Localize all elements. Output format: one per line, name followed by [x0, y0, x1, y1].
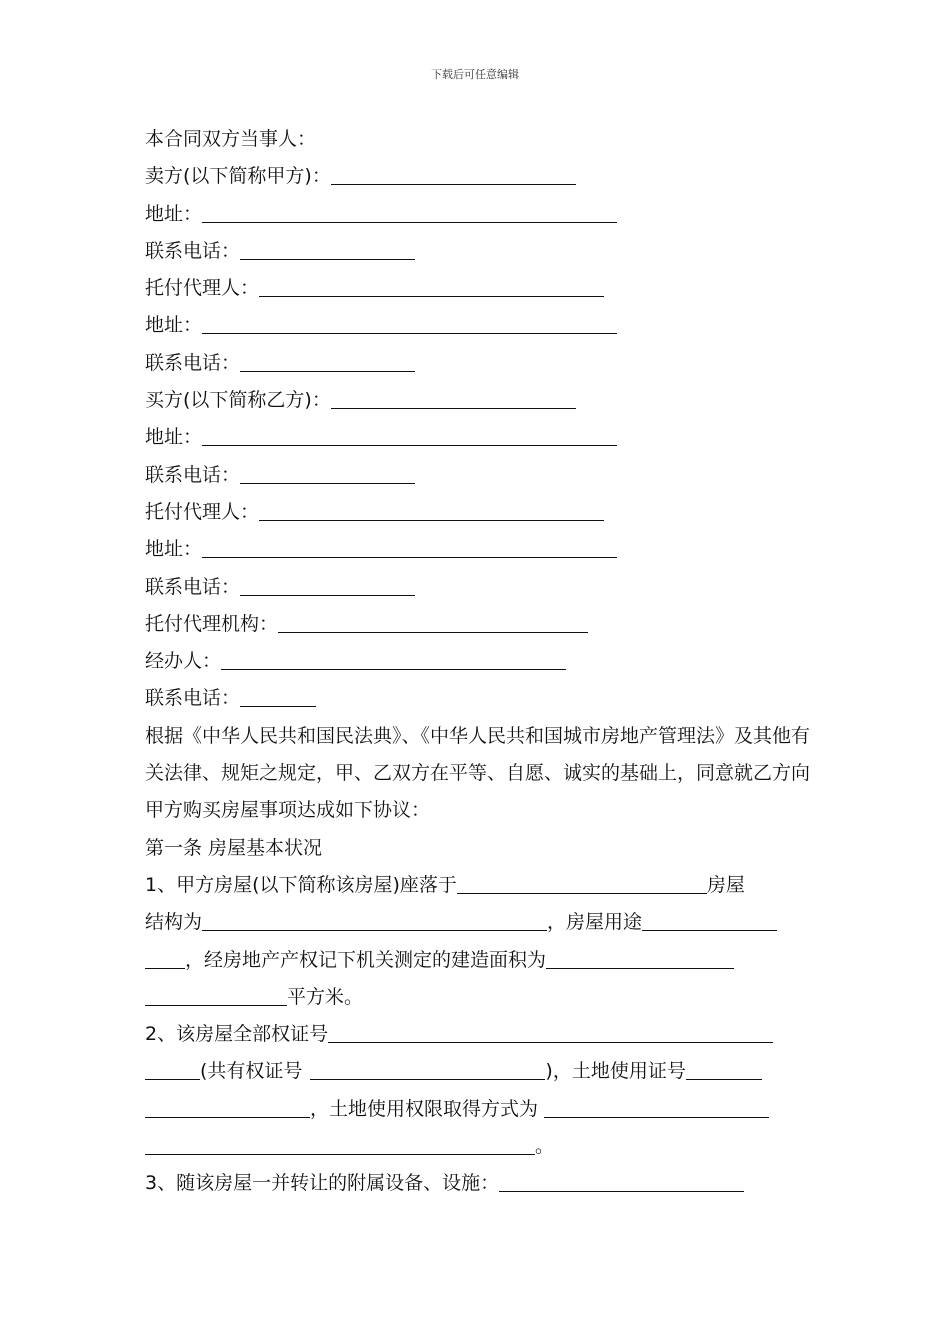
facilities-blank[interactable]: [499, 1169, 744, 1192]
clause-1-line-4: [145, 979, 810, 1016]
phone-label: 联系电话：: [145, 463, 241, 486]
clause-2-line-4: [145, 1128, 810, 1165]
address-label: 地址：: [145, 426, 203, 449]
area-blank[interactable]: [546, 946, 734, 969]
buyer-agent-address-line: [145, 531, 810, 568]
buyer-blank[interactable]: [331, 386, 576, 409]
buyer-address-blank[interactable]: [202, 423, 617, 446]
clause-2-line-3: [145, 1091, 810, 1128]
clause-2-coown-label: (共有权证号: [200, 1060, 303, 1083]
clause-1-usage-label: ，房屋用途: [547, 911, 643, 934]
seller-label: 卖方(以下简称甲方)：: [145, 165, 331, 188]
buyer-agent-phone-line: [145, 569, 810, 606]
agent-label: 托付代理人：: [145, 277, 260, 300]
structure-blank[interactable]: [202, 908, 547, 931]
seller-agent-line: [145, 270, 810, 307]
agency-line: [145, 606, 810, 643]
contract-content: [145, 121, 810, 1203]
seller-blank[interactable]: [331, 162, 576, 185]
handler-phone-blank[interactable]: [240, 684, 316, 707]
clause-1-line-2: [145, 904, 810, 941]
coown-cert-blank[interactable]: [310, 1057, 545, 1080]
buyer-agent-blank[interactable]: [259, 498, 604, 521]
land-method-blank-cont[interactable]: [145, 1132, 535, 1155]
clause-1-house-label: 房屋: [706, 873, 745, 896]
cert-number-blank-cont[interactable]: [145, 1057, 200, 1080]
seller-phone-blank[interactable]: [240, 237, 415, 260]
handler-line: [145, 643, 810, 680]
seller-address-line: [145, 196, 810, 233]
clause-2-end-mark: 。: [535, 1135, 555, 1158]
clause-3-line-1: [145, 1165, 810, 1202]
land-cert-blank[interactable]: [686, 1057, 762, 1080]
address-label: 地址：: [145, 538, 203, 561]
phone-label: 联系电话：: [145, 687, 241, 710]
seller-agent-phone-blank[interactable]: [240, 349, 415, 372]
handler-phone-line: [145, 680, 810, 717]
clause-1-area-label: ，经房地产产权记下机关测定的建造面积为: [185, 948, 547, 971]
address-label: 地址：: [145, 202, 203, 225]
clause-1-line-3: [145, 942, 810, 979]
clause-1-location-label: 1、甲方房屋(以下简称该房屋)座落于: [145, 873, 457, 896]
location-blank[interactable]: [457, 871, 707, 894]
land-method-blank[interactable]: [544, 1095, 769, 1118]
clause-1-area-unit: 平方米。: [287, 985, 364, 1008]
clause-1-structure-label: 结构为: [145, 911, 203, 934]
clause-2-land-label: )，土地使用证号: [545, 1060, 686, 1083]
clause-3-label: 3、随该房屋一并转让的附属设备、设施：: [145, 1172, 500, 1195]
agent-label: 托付代理人：: [145, 500, 260, 523]
seller-agent-phone-line: [145, 345, 810, 382]
seller-line: [145, 158, 810, 195]
clause-2-line-2: [145, 1053, 810, 1090]
land-cert-blank-cont[interactable]: [145, 1095, 310, 1118]
seller-agent-blank[interactable]: [259, 274, 604, 297]
seller-agent-address-line: [145, 307, 810, 344]
clause-2-cert-label: 2、该房屋全部权证号: [145, 1023, 329, 1046]
buyer-label: 买方(以下简称乙方)：: [145, 389, 331, 412]
page-header: 下载后可任意编辑: [431, 68, 519, 81]
parties-intro: 本合同双方当事人：: [145, 128, 317, 150]
seller-agent-address-blank[interactable]: [202, 311, 617, 334]
address-label: 地址：: [145, 314, 203, 337]
usage-blank-cont[interactable]: [145, 946, 185, 969]
preamble-paragraph: 根据《中华人民共和国民法典》、《中华人民共和国城市房地产管理法》及其他有关法律、规矩之规定，甲、乙双方在平等、自愿、诚实的基础上，同意就乙方向甲方购买房屋事项达成如下协议：: [145, 724, 811, 822]
phone-label: 联系电话：: [145, 239, 241, 262]
clause-1-line-1: [145, 867, 810, 904]
buyer-agent-line: [145, 494, 810, 531]
buyer-agent-address-blank[interactable]: [202, 535, 617, 558]
buyer-phone-blank[interactable]: [240, 461, 415, 484]
clause-2-method-label: ，土地使用权限取得方式为: [310, 1097, 539, 1120]
seller-phone-line: [145, 233, 810, 270]
clause-2-line-1: [145, 1016, 810, 1053]
phone-label: 联系电话：: [145, 351, 241, 374]
seller-address-blank[interactable]: [202, 200, 617, 223]
area-blank-cont[interactable]: [145, 983, 287, 1006]
phone-label: 联系电话：: [145, 575, 241, 598]
handler-label: 经办人：: [145, 650, 222, 673]
article-1-title: 第一条 房屋基本状况: [145, 836, 323, 859]
buyer-line: [145, 382, 810, 419]
agency-blank[interactable]: [278, 610, 588, 633]
handler-blank[interactable]: [221, 647, 566, 670]
usage-blank[interactable]: [642, 908, 777, 931]
cert-number-blank[interactable]: [328, 1020, 773, 1043]
buyer-address-line: [145, 419, 810, 456]
agency-label: 托付代理机构：: [145, 612, 279, 635]
buyer-agent-phone-blank[interactable]: [240, 573, 415, 596]
buyer-phone-line: [145, 457, 810, 494]
